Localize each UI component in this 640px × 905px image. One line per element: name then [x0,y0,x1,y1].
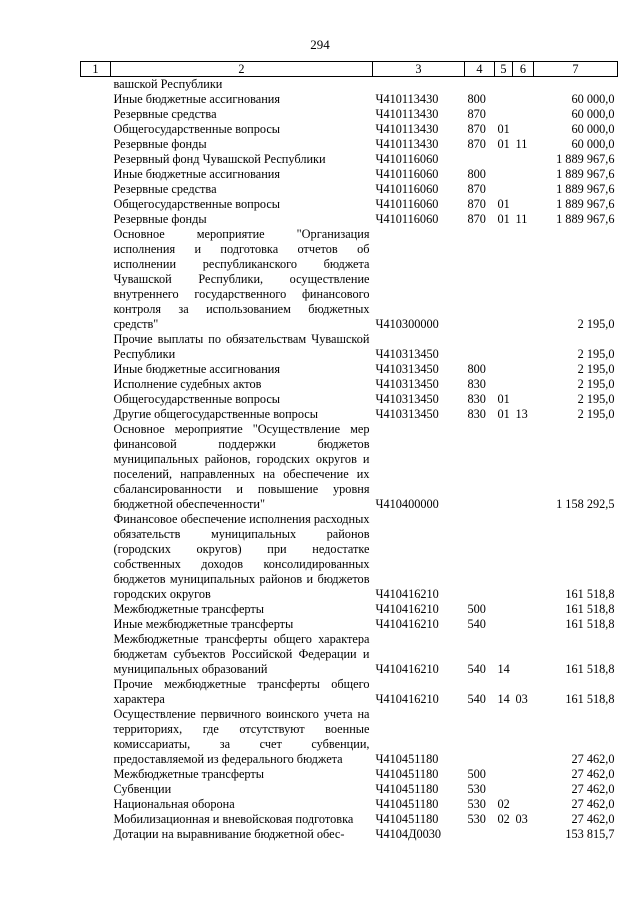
row-section [495,167,513,182]
table-row [81,767,618,782]
column-header: 6 [513,62,534,77]
table-row [81,602,618,617]
row-code [373,77,465,93]
row-subsection [513,167,534,182]
page-number: 294 [310,37,330,52]
row-expense-type: 830 [467,377,486,391]
row-subsection [513,332,534,362]
table-row [81,677,618,707]
row-section [495,422,513,512]
column-header: 5 [495,62,513,77]
row-index-cell [81,767,111,782]
row-subsection [513,422,534,512]
row-subsection [513,92,534,107]
row-code: Ч410313450 [375,407,439,421]
row-name: Резервные средства [113,182,217,196]
row-code: Ч410116060 [375,152,439,166]
row-amount: 60 000,0 [571,107,615,121]
row-amount: 2 195,0 [577,407,615,421]
row-index-cell [81,827,111,842]
row-index-cell [81,422,111,512]
row-name: Общегосударственные вопросы [113,197,281,211]
row-section: 01 [497,212,510,226]
row-index-cell [81,377,111,392]
row-code: Ч410416210 [375,662,439,676]
row-amount: 27 462,0 [571,797,615,811]
row-expense-type: 870 [467,197,486,211]
table-row [81,812,618,827]
row-index-cell [81,407,111,422]
row-subsection [513,227,534,332]
row-index-cell [81,152,111,167]
row-section [495,377,513,392]
row-subsection [513,182,534,197]
row-subsection [513,107,534,122]
row-subsection [513,617,534,632]
row-name: Межбюджетные трансферты [113,767,265,781]
row-expense-type: 500 [467,767,486,781]
row-expense-type: 870 [467,122,486,136]
row-name: Осуществление первичного воинского учета на территориях, где отсутствуют военные комиссариаты, за счет субвенции, предоставляемой из федерального бюджета [113,707,370,766]
row-name: Иные бюджетные ассигнования [113,92,281,106]
row-expense-type: 530 [467,812,486,826]
row-code: Ч410416210 [375,602,439,616]
table-row [81,422,618,512]
row-section: 01 [497,197,510,211]
row-expense-type [465,77,495,93]
row-name: Мобилизационная и вневойсковая подготовка [113,812,354,826]
row-name: Иные бюджетные ассигнования [113,167,281,181]
row-expense-type: 870 [467,137,486,151]
row-subsection [513,152,534,167]
row-index-cell [81,677,111,707]
row-expense-type [465,512,495,602]
row-code: Ч410313450 [375,347,439,361]
row-amount: 1 889 967,6 [556,197,615,211]
row-subsection [513,77,534,93]
table-row [81,512,618,602]
row-expense-type [465,422,495,512]
row-subsection: 03 [515,812,528,826]
row-index-cell [81,812,111,827]
row-expense-type: 530 [467,782,486,796]
row-expense-type: 530 [467,797,486,811]
row-amount: 161 518,8 [565,602,615,616]
row-name: Иные межбюджетные трансферты [113,617,294,631]
table-row [81,707,618,767]
row-amount: 60 000,0 [571,122,615,136]
row-section [495,182,513,197]
row-code: Ч410113430 [375,107,439,121]
row-section [495,617,513,632]
row-code: Ч410116060 [375,197,439,211]
table-row [81,827,618,842]
row-section [495,362,513,377]
row-name: Резервный фонд Чувашской Республики [113,152,326,166]
table-row [81,122,618,137]
row-subsection: 03 [515,692,528,706]
row-section [495,107,513,122]
row-name: Финансовое обеспечение исполнения расходных обязательств муниципальных районов (городских округов) при недостатке собственных доходов консолидированных бюджетов муниципальных районов и бюджетов городских округов [113,512,370,601]
table-row [81,92,618,107]
row-index-cell [81,602,111,617]
row-amount: 153 815,7 [565,827,615,841]
row-index-cell [81,182,111,197]
row-amount: 27 462,0 [571,767,615,781]
row-name: Прочие выплаты по обязательствам Чувашской Республики [113,332,370,361]
row-amount: 2 195,0 [577,377,615,391]
row-section [495,227,513,332]
row-index-cell [81,212,111,227]
row-amount: 27 462,0 [571,812,615,826]
row-expense-type: 830 [467,407,486,421]
row-amount: 161 518,8 [565,662,615,676]
row-amount: 60 000,0 [571,137,615,151]
row-index-cell [81,512,111,602]
row-amount: 1 889 967,6 [556,152,615,166]
row-index-cell [81,227,111,332]
row-name: Резервные фонды [113,137,207,151]
table-row [81,197,618,212]
table-row [81,182,618,197]
row-code: Ч410451180 [375,752,439,766]
row-subsection [513,602,534,617]
row-name: Основное мероприятие "Осуществление мер финансовой поддержки бюджетов муниципальных районов, городских округов и поселений, направленных на обеспечение их сбалансированности и повышение уровня бюджетной обеспеченности" [113,422,370,511]
row-code: Ч410113430 [375,122,439,136]
column-header: 7 [534,62,618,77]
row-code: Ч410113430 [375,137,439,151]
row-code: Ч410313450 [375,377,439,391]
row-expense-type: 870 [467,182,486,196]
row-amount: 27 462,0 [571,782,615,796]
row-expense-type: 870 [467,107,486,121]
row-code: Ч410451180 [375,767,439,781]
row-index-cell [81,167,111,182]
row-name: Исполнение судебных актов [113,377,262,391]
row-expense-type [465,152,495,167]
row-code: Ч410116060 [375,167,439,181]
row-section [495,92,513,107]
table-row [81,377,618,392]
row-index-cell [81,197,111,212]
table-row [81,77,618,93]
row-subsection [513,707,534,767]
row-code: Ч410113430 [375,92,439,106]
header-row [81,62,618,77]
table-row [81,167,618,182]
row-index-cell [81,137,111,152]
row-index-cell [81,332,111,362]
row-code: Ч410313450 [375,362,439,376]
row-name: Прочие межбюджетные трансферты общего характера [113,677,370,706]
row-amount: 161 518,8 [565,617,615,631]
row-name: вашской Республики [113,77,223,91]
table-row [81,632,618,677]
row-section [495,512,513,602]
table-row [81,617,618,632]
row-name: Субвенции [113,782,172,796]
table-row [81,797,618,812]
table-row [81,227,618,332]
row-amount: 161 518,8 [565,587,615,601]
row-code: Ч4104Д0030 [375,827,442,841]
row-code: Ч410416210 [375,617,439,631]
row-subsection [513,827,534,842]
row-amount: 1 889 967,6 [556,212,615,226]
row-expense-type [465,827,495,842]
row-amount: 2 195,0 [577,347,615,361]
row-expense-type [465,227,495,332]
row-subsection [513,392,534,407]
row-amount: 1 889 967,6 [556,182,615,196]
row-expense-type: 500 [467,602,486,616]
row-subsection [513,362,534,377]
row-expense-type: 540 [467,662,486,676]
row-index-cell [81,632,111,677]
table-row [81,152,618,167]
row-name: Общегосударственные вопросы [113,392,281,406]
row-code: Ч410416210 [375,692,439,706]
row-expense-type: 540 [467,617,486,631]
row-code: Ч410400000 [375,497,439,511]
row-section [495,152,513,167]
row-amount: 161 518,8 [565,692,615,706]
table-row [81,137,618,152]
row-name: Межбюджетные трансферты [113,602,265,616]
table-row [81,212,618,227]
row-subsection: 11 [515,212,528,226]
row-section [495,77,513,93]
row-name: Дотации на выравнивание бюджетной обес- [113,827,345,841]
row-name: Резервные средства [113,107,217,121]
table-row [81,107,618,122]
row-code: Ч410451180 [375,782,439,796]
column-header: 4 [465,62,495,77]
column-header: 1 [81,62,111,77]
row-section [495,332,513,362]
row-expense-type: 800 [467,167,486,181]
row-code: Ч410313450 [375,392,439,406]
row-code: Ч410116060 [375,182,439,196]
row-index-cell [81,107,111,122]
row-subsection: 11 [515,137,528,151]
row-name: Общегосударственные вопросы [113,122,281,136]
row-code: Ч410451180 [375,797,439,811]
row-index-cell [81,392,111,407]
row-index-cell [81,797,111,812]
row-name: Иные бюджетные ассигнования [113,362,281,376]
row-code: Ч410451180 [375,812,439,826]
row-subsection: 13 [515,407,528,421]
row-subsection [513,197,534,212]
row-index-cell [81,362,111,377]
row-subsection [513,122,534,137]
row-index-cell [81,782,111,797]
row-expense-type: 800 [467,362,486,376]
row-index-cell [81,707,111,767]
row-section [495,782,513,797]
row-section: 02 [497,797,510,811]
row-name: Основное мероприятие "Организация исполнения и подготовка отчетов об исполнении республиканского бюджета Чувашской Республики, осуществление внутреннего государственного финансового контроля за использованием бюджетных средств" [113,227,370,331]
row-name: Резервные фонды [113,212,207,226]
row-amount: 1 158 292,5 [556,497,615,511]
row-section [495,707,513,767]
row-section: 02 [497,812,510,826]
row-name: Национальная оборона [113,797,235,811]
row-name: Другие общегосударственные вопросы [113,407,318,421]
row-index-cell [81,92,111,107]
row-code: Ч410116060 [375,212,439,226]
row-amount: 27 462,0 [571,752,615,766]
row-subsection [513,632,534,677]
column-header: 2 [111,62,373,77]
row-amount: 1 889 967,6 [556,167,615,181]
row-index-cell [81,77,111,93]
row-subsection [513,377,534,392]
row-index-cell [81,617,111,632]
row-subsection [513,767,534,782]
table-row [81,332,618,362]
row-section: 14 [497,662,510,676]
row-subsection [513,782,534,797]
row-name: Межбюджетные трансферты общего характера бюджетам субъектов Российской Федерации и муниципальных образований [113,632,370,676]
row-section: 01 [497,392,510,406]
table-row [81,392,618,407]
row-amount: 2 195,0 [577,317,615,331]
budget-table [80,61,618,842]
table-row [81,362,618,377]
row-expense-type: 800 [467,92,486,106]
row-expense-type: 540 [467,692,486,706]
row-expense-type [465,332,495,362]
row-index-cell [81,122,111,137]
row-section [495,602,513,617]
table-row [81,782,618,797]
row-section: 14 [497,692,510,706]
row-code: Ч410416210 [375,587,439,601]
column-header: 3 [373,62,465,77]
row-expense-type: 870 [467,212,486,226]
row-amount [534,77,618,93]
row-code: Ч410300000 [375,317,439,331]
row-expense-type: 830 [467,392,486,406]
row-section [495,767,513,782]
row-amount: 2 195,0 [577,392,615,406]
row-section: 01 [497,122,510,136]
row-section: 01 [497,137,510,151]
row-amount: 60 000,0 [571,92,615,106]
row-subsection [513,512,534,602]
row-section: 01 [497,407,510,421]
row-section [495,827,513,842]
row-subsection [513,797,534,812]
row-amount: 2 195,0 [577,362,615,376]
row-expense-type [465,707,495,767]
table-row [81,407,618,422]
